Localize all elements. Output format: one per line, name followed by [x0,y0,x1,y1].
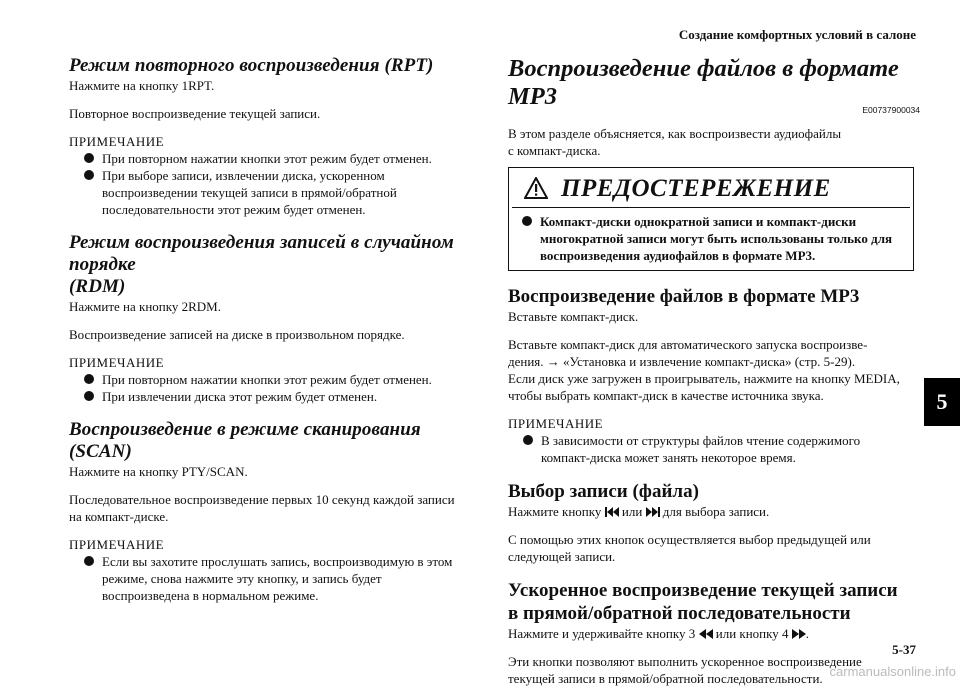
skip-back-icon [605,507,619,517]
warning-title: ПРЕДОСТЕРЕЖЕНИЕ [561,175,831,202]
warning-header [512,171,910,208]
note-item: Если вы захотите прослушать запись, воспроизводимую в этом режиме, снова нажмите эту кнопку, и запись будет воспроизведена в нормальном режиме. [82,553,484,604]
bullet-icon [522,216,532,226]
section-title-track-select: Выбор записи (файла) [508,481,699,502]
note-list-rdm [69,371,484,405]
warning-box [508,167,914,271]
description-track-select: С помощью этих кнопок осуществляется выбор предыдущей или следующей записи. [508,532,871,564]
fast-forward-icon [792,629,806,639]
note-list-scan [69,553,484,604]
description-rpt: Повторное воспроизведение текущей записи. [69,106,321,121]
section-title-mp3-play: Воспроизведение файлов в формате MP3 [508,286,860,307]
description-rdm: Воспроизведение записей на диске в произвольном порядке. [69,327,405,342]
description-fast-play: Эти кнопки позволяют выполнить ускоренное воспроизведение текущей записи в прямой/обратной последовательности. [508,654,862,686]
chapter-tab: 5 [924,378,960,426]
note-item: При выборе записи, извлечении диска, ускоренном воспроизведении текущей записи в прямой/обратной последовательности этот режим будет отменен. [82,167,484,218]
bullet-icon [523,435,533,445]
note-title-scan: ПРИМЕЧАНИЕ [69,537,165,552]
instruction-rpt: Нажмите на кнопку 1RPT. [69,78,215,93]
left-column [69,55,484,604]
instruction-insert-disc: Вставьте компакт-диск. [508,309,639,324]
note-title-mp3: ПРИМЕЧАНИЕ [508,416,604,431]
instruction-rdm: Нажмите на кнопку 2RDM. [69,299,221,314]
bullet-icon [84,391,94,401]
bullet-icon [84,170,94,180]
description-insert-disc: Вставьте компакт-диск для автоматического запуска воспроизве- дения. → «Установка и извлечение компакт-диска» (стр. 5-29). Если диск уже загружен в проигрыватель, нажмите на кнопку MEDIA, чтобы выбрать компакт-диск в качестве источника звука. [508,337,900,403]
note-list-mp3 [508,432,920,466]
instruction-scan: Нажмите на кнопку PTY/SCAN. [69,464,248,479]
instruction-fast-play: Нажмите и удерживайте кнопку 3 или кнопку 4 . [508,626,810,641]
note-title-rdm: ПРИМЕЧАНИЕ [69,355,165,370]
note-item: При повторном нажатии кнопки этот режим будет отменен. [82,371,484,388]
note-item: При повторном нажатии кнопки этот режим будет отменен. [82,150,484,167]
section-title-fast-play: Ускоренное воспроизведение текущей записи в прямой/обратной последовательности [508,580,898,624]
bullet-icon [84,153,94,163]
note-list-rpt [69,150,484,218]
rewind-icon [699,629,713,639]
note-item: В зависимости от структуры файлов чтение содержимого компакт-диска может занять некоторое время. [521,432,920,466]
instruction-track-select: Нажмите кнопку или для выбора записи. [508,504,770,519]
right-column [508,55,920,687]
note-title-rpt: ПРИМЕЧАНИЕ [69,134,165,149]
warning-list [520,213,913,264]
bullet-icon [84,374,94,384]
running-header: Создание комфортных условий в салоне [678,27,916,42]
page-number: 5-37 [892,642,916,657]
skip-forward-icon [646,507,660,517]
section-title-rpt: Режим повторного воспроизведения (RPT) [69,55,434,76]
note-item: При извлечении диска этот режим будет отменен. [82,388,484,405]
bullet-icon [84,556,94,566]
intro-mp3: В этом разделе объясняется, как воспроизвести аудиофайлы с компакт-диска. [508,126,842,158]
section-title-rdm: Режим воспроизведения записей в случайном порядке (RDM) [69,232,454,297]
section-title-scan: Воспроизведение в режиме сканирования (SCAN) [69,419,421,462]
watermark: carmanualsonline.info [829,664,956,679]
warning-item: Компакт-диски однократной записи и компакт-диски многократной записи могут быть использованы только для воспроизведения аудиофайлов в формате MP3. [520,213,913,264]
main-title-mp3: Воспроизведение файлов в формате MP3 [508,55,899,110]
description-scan: Последовательное воспроизведение первых 10 секунд каждой записи на компакт-диске. [69,492,455,524]
warning-triangle-icon [524,177,548,199]
document-code: E00737900034 [862,105,920,115]
